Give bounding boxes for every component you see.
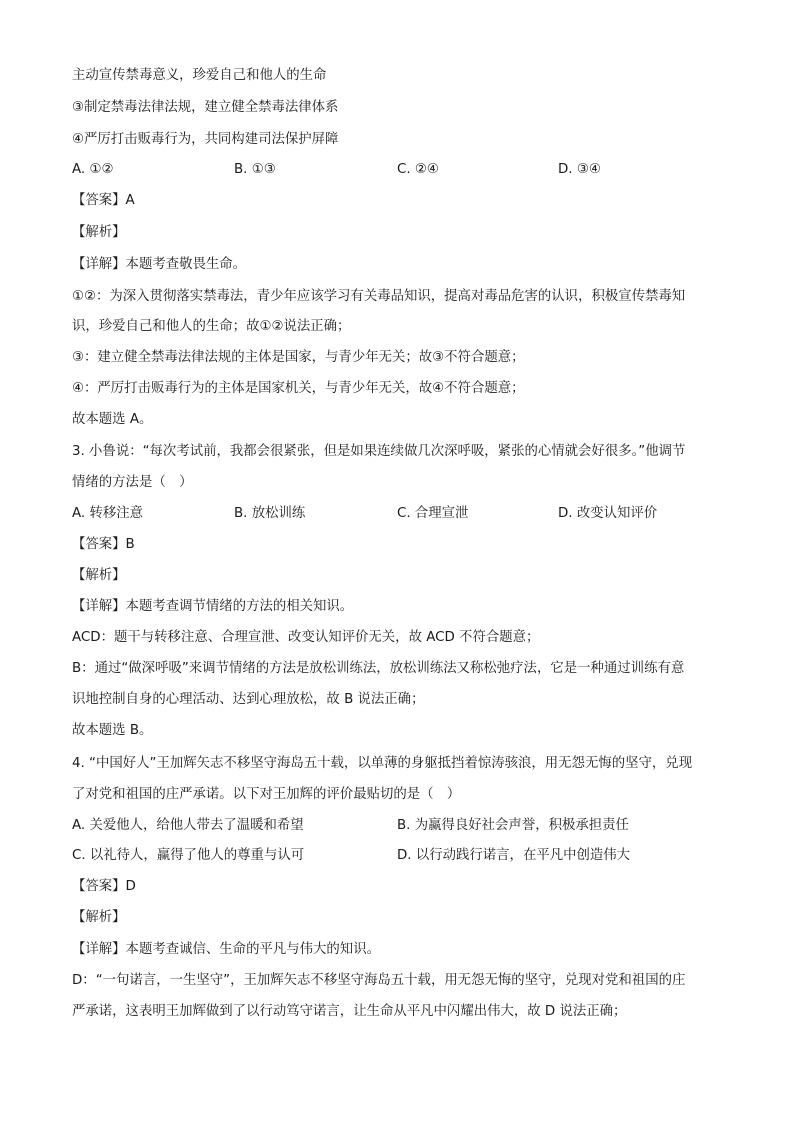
question-3: 3. 小鲁说：“每次考试前，我都会很紧张，但是如果连续做几次深呼吸，紧张的心情就会好很多。”他调节: [72, 444, 686, 459]
text-line: 识，珍爱自己和他人的生命；故①②说法正确；: [72, 319, 351, 334]
option-a: A. 转移注意: [72, 506, 143, 521]
text-line: ③制定禁毒法律法规，建立健全禁毒法律体系: [72, 100, 339, 115]
option-c: C. 合理宣泄: [397, 506, 469, 521]
explanation-line: 【详解】本题考查敬畏生命。: [72, 257, 247, 272]
text-line: 识地控制自身的心理活动、达到心理放松，故 B 说法正确；: [72, 692, 425, 707]
q3-options: [72, 505, 732, 523]
text-line: ①②：为深入贯彻落实禁毒法，青少年应该学习有关毒品知识，提高对毒品危害的认识，积极宣传禁毒知: [72, 289, 686, 304]
text-line: 严承诺，这表明王加辉做到了以行动笃守诺言，让生命从平凡中闪耀出伟大，故 D 说法正确；: [72, 1004, 627, 1019]
text-line: ④：严厉打击贩毒行为的主体是国家机关，与青少年无关，故④不符合题意；: [72, 381, 525, 396]
question-4: 4. “中国好人”王加辉矢志不移坚守海岛五十载，以单薄的身躯抵挡着惊涛骇浪，用无怨无悔的坚守，兑现: [72, 756, 693, 771]
question-4-cont: 了对党和祖国的庄严承诺。以下对王加辉的评价最贴切的是（ ）: [72, 787, 461, 802]
option-c: C. ②④: [397, 162, 439, 177]
question-3-cont: 情绪的方法是（ ）: [72, 475, 193, 490]
answer-label: 【答案】B: [72, 537, 135, 552]
analysis-label: 【解析】: [72, 910, 126, 925]
text-line: 主动宣传禁毒意义，珍爱自己和他人的生命: [72, 68, 327, 83]
option-b: B. 放松训练: [234, 506, 306, 521]
option-d: D. 以行动践行诺言，在平凡中创造伟大: [397, 848, 631, 863]
text-line: ③：建立健全禁毒法律法规的主体是国家，与青少年无关；故③不符合题意；: [72, 350, 525, 365]
option-a: A. ①②: [72, 162, 114, 177]
text-line: 故本题选 B。: [72, 723, 153, 738]
explanation-line: 【详解】本题考查诚信、生命的平凡与伟大的知识。: [72, 942, 380, 957]
q4-options-row1: [72, 817, 732, 835]
text-line: 故本题选 A。: [72, 412, 153, 427]
analysis-label: 【解析】: [72, 568, 126, 583]
text-line: ④严厉打击贩毒行为，共同构建司法保护屏障: [72, 132, 339, 147]
q2-options: [72, 161, 732, 179]
option-a: A. 关爱他人，给他人带去了温暖和希望: [72, 818, 304, 833]
q4-options-row2: [72, 847, 732, 865]
option-b: B. ①③: [234, 162, 276, 177]
text-line: ACD：题干与转移注意、合理宣泄、改变认知评价无关，故 ACD 不符合题意；: [72, 630, 540, 645]
option-c: C. 以礼待人，赢得了他人的尊重与认可: [72, 848, 305, 863]
option-b: B. 为赢得良好社会声誉，积极承担责任: [397, 818, 629, 833]
explanation-line: 【详解】本题考查调节情绪的方法的相关知识。: [72, 599, 354, 614]
option-d: D. ③④: [558, 162, 601, 177]
text-line: B：通过“做深呼吸”来调节情绪的方法是放松训练法，放松训练法又称松弛疗法，它是一种通过训练有意: [72, 661, 685, 676]
analysis-label: 【解析】: [72, 225, 126, 240]
answer-label: 【答案】A: [72, 193, 135, 208]
option-d: D. 改变认知评价: [558, 506, 658, 521]
text-line: D：“一句诺言，一生坚守”，王加辉矢志不移坚守海岛五十载，用无怨无悔的坚守，兑现对党和祖国的庄: [72, 973, 686, 988]
answer-label: 【答案】D: [72, 879, 136, 894]
